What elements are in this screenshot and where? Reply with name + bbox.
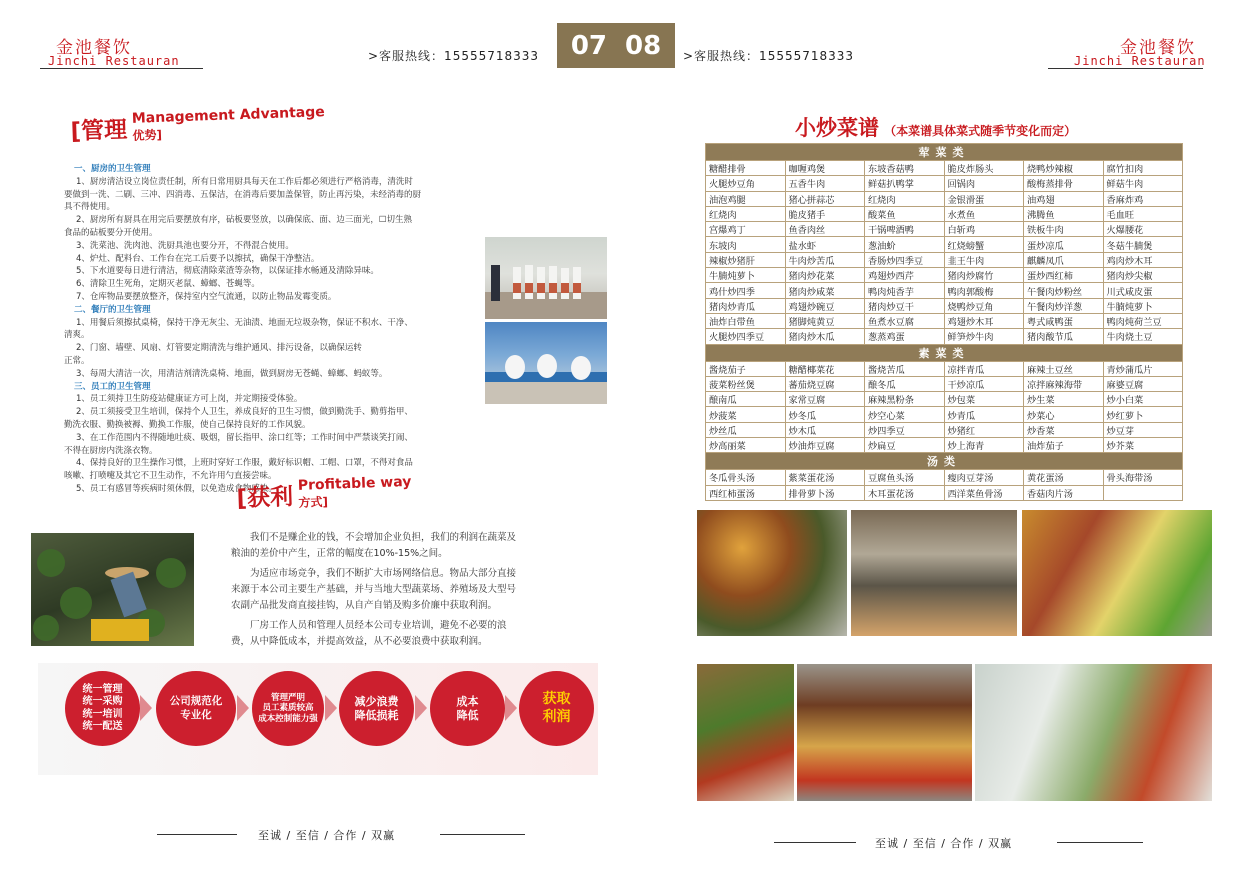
menu-dish: 炒豆芽 xyxy=(1103,422,1183,437)
management-title-cn: [管理 xyxy=(70,117,128,145)
menu-dish: 蛋炒西红柿 xyxy=(1024,268,1104,283)
management-text-line: 咳嗽、打喷嚏及其它不卫生动作，不允许用勺直接尝味。 xyxy=(64,471,277,482)
menu-category-row xyxy=(706,144,1183,161)
menu-dish: 粤式咸鸭蛋 xyxy=(1024,313,1104,328)
menu-dish: 鲜笋炒牛肉 xyxy=(944,329,1024,344)
management-text-line: 正常。 xyxy=(64,355,90,366)
menu-dish: 午餐肉炒洋葱 xyxy=(1024,298,1104,313)
menu-dish: 午餐肉炒粉丝 xyxy=(1024,283,1104,298)
menu-dish: 鸭肉炖香芋 xyxy=(865,283,945,298)
menu-dish: 酸菜鱼 xyxy=(865,206,945,221)
menu-dish: 火爆腰花 xyxy=(1103,222,1183,237)
menu-dish: 猪心拼蒜芯 xyxy=(785,191,865,206)
menu-dish: 骨头海带汤 xyxy=(1103,470,1183,485)
menu-dish: 麻辣黑粉条 xyxy=(865,392,945,407)
menu-dish: 牛腩炖萝卜 xyxy=(706,268,786,283)
profit-paragraph-1: 我们不是赚企业的钱，不会增加企业负担，我们的利润在蔬菜及粮油的差价中产生，正常的幅度在10%-15%之间。 xyxy=(231,532,517,559)
management-text-line: 6、清除卫生死角，定期灭老鼠、蟑螂、苍蝇等。 xyxy=(76,279,260,290)
menu-dish: 葱蒸鸡蛋 xyxy=(865,329,945,344)
menu-dish: 糖醋排骨 xyxy=(706,161,786,176)
header-divider-right xyxy=(1048,68,1203,69)
footer-line-right-b xyxy=(1057,842,1143,843)
menu-row xyxy=(706,191,1183,206)
menu-dish: 炒小白菜 xyxy=(1103,392,1183,407)
footer-line-left-a xyxy=(157,834,237,835)
page-number-left: 07 xyxy=(570,30,607,61)
buffet-photo-2 xyxy=(851,510,1017,636)
menu-dish: 紫菜蛋花汤 xyxy=(785,470,865,485)
menu-dish: 炒青瓜 xyxy=(944,407,1024,422)
management-text-line: 1、员工须持卫生防疫站健康证方可上岗，并定期接受体验。 xyxy=(76,394,303,405)
management-text-line: 1、用餐后须擦拭桌椅，保持干净无灰尘、无油渍、地面无垃圾杂物，保证不积水、干净、 xyxy=(76,317,413,328)
menu-row xyxy=(706,161,1183,176)
menu-row xyxy=(706,329,1183,344)
menu-dish: 香肠炒四季豆 xyxy=(865,252,945,267)
menu-dish: 凉拌青瓜 xyxy=(944,361,1024,376)
menu-dish: 辣椒炒猪肝 xyxy=(706,252,786,267)
farm-worker-illustration xyxy=(31,533,194,646)
menu-dish: 猪肉炒腐竹 xyxy=(944,268,1024,283)
menu-row xyxy=(706,237,1183,252)
menu-dish: 糖醋椰菜花 xyxy=(785,361,865,376)
motto-left: 至诚 / 至信 / 合作 / 双赢 xyxy=(258,829,396,842)
menu-dish: 鸡肉炒木耳 xyxy=(1103,252,1183,267)
staff-training-illustration xyxy=(485,322,607,404)
menu-dish: 咖喱鸡煲 xyxy=(785,161,865,176)
menu-dish: 酸梅蒸排骨 xyxy=(1024,176,1104,191)
brand-name-en-left: Jinchi Restauran xyxy=(48,54,180,68)
menu-row xyxy=(706,222,1183,237)
menu-dish: 鸭肉郭酸梅 xyxy=(944,283,1024,298)
menu-dish xyxy=(1103,485,1183,500)
process-step-3: 管理严明 员工素质较高 成本控制能力强 xyxy=(252,671,324,746)
management-text-line: 勤洗衣服、勤换被褥、勤换工作服，使自己保持良好的工作风貌。 xyxy=(64,419,311,430)
brand-name-right: 金池餐饮 xyxy=(1120,38,1196,58)
menu-dish: 火腿炒豆角 xyxy=(706,176,786,191)
menu-dish: 酿南瓜 xyxy=(706,392,786,407)
menu-dish: 牛腩炖萝卜 xyxy=(1103,298,1183,313)
menu-dish: 西红柿蛋汤 xyxy=(706,485,786,500)
farm-worker-photo xyxy=(31,533,194,646)
menu-dish: 水煮鱼 xyxy=(944,206,1024,221)
hotline-left: >客服热线：15555718333 xyxy=(368,49,540,63)
management-subheading: 二、餐厅的卫生管理 xyxy=(74,304,151,315)
menu-dish: 红烧肉 xyxy=(865,191,945,206)
menu-row xyxy=(706,392,1183,407)
menu-dish: 蕃茄烧豆腐 xyxy=(785,376,865,391)
menu-dish: 炒木瓜 xyxy=(785,422,865,437)
menu-dish: 回锅肉 xyxy=(944,176,1024,191)
menu-dish: 木耳蛋花汤 xyxy=(865,485,945,500)
staff-training-photo xyxy=(485,322,607,404)
menu-dish: 红烧螃蟹 xyxy=(944,237,1024,252)
menu-dish: 麻婆豆腐 xyxy=(1103,376,1183,391)
process-arrow-2 xyxy=(237,695,249,721)
brand-name-en-right: Jinchi Restauran xyxy=(1074,54,1206,68)
menu-category-label: 汤类 xyxy=(706,453,1183,470)
process-arrow-4 xyxy=(415,695,427,721)
menu-dish: 烧鸭炒辣椒 xyxy=(1024,161,1104,176)
menu-dish: 炒香菜 xyxy=(1024,422,1104,437)
menu-dish: 豆腐鱼头汤 xyxy=(865,470,945,485)
menu-dish: 牛肉烧土豆 xyxy=(1103,329,1183,344)
menu-table-container xyxy=(705,143,1183,501)
profit-title-sub: 方式] xyxy=(298,494,329,510)
page-number-box xyxy=(557,23,675,68)
process-arrow-1 xyxy=(140,695,152,721)
menu-dish: 炒四季豆 xyxy=(865,422,945,437)
profit-body xyxy=(231,530,521,650)
menu-dish: 炒芥菜 xyxy=(1103,438,1183,453)
menu-dish: 炒丝瓜 xyxy=(706,422,786,437)
menu-dish: 猪肉炒青瓜 xyxy=(706,298,786,313)
menu-dish: 黄花蛋汤 xyxy=(1024,470,1104,485)
menu-dish: 鸭肉炖荷兰豆 xyxy=(1103,313,1183,328)
buffet-photo-6 xyxy=(975,664,1212,801)
brand-name-left: 金池餐饮 xyxy=(56,38,132,58)
profit-paragraph-2: 为适应市场竞争，我们不断扩大市场网络信息。物品大部分直接来源于本公司主要生产基础，并与当地大型蔬菜场、养殖场及大型号农副产品批发商直接挂钩，从自产自销及购多价廉中获取利润。 xyxy=(231,568,517,611)
menu-dish: 瘦肉豆芽汤 xyxy=(944,470,1024,485)
menu-dish: 酱烧茄子 xyxy=(706,361,786,376)
menu-row xyxy=(706,298,1183,313)
buffet-photo-4 xyxy=(697,664,794,801)
menu-dish: 猪肉炒豆干 xyxy=(865,298,945,313)
process-step-2: 公司规范化 专业化 xyxy=(156,671,236,746)
menu-dish: 炒空心菜 xyxy=(865,407,945,422)
footer-line-right-a xyxy=(774,842,856,843)
menu-dish: 香菇肉片汤 xyxy=(1024,485,1104,500)
menu-dish: 鸡什炒四季 xyxy=(706,283,786,298)
menu-dish: 麻辣土豆丝 xyxy=(1024,361,1104,376)
menu-dish: 干锅啤酒鸭 xyxy=(865,222,945,237)
menu-dish: 韭王牛肉 xyxy=(944,252,1024,267)
menu-dish: 酿冬瓜 xyxy=(865,376,945,391)
menu-dish: 鸡翅炒西芹 xyxy=(865,268,945,283)
menu-dish: 葱油蚧 xyxy=(865,237,945,252)
menu-dish: 沸腾鱼 xyxy=(1024,206,1104,221)
menu-dish: 排骨萝卜汤 xyxy=(785,485,865,500)
staff-lineup-photo xyxy=(485,237,607,319)
profit-title-en: Profitable way xyxy=(297,473,412,494)
menu-dish: 猪肉炒尖椒 xyxy=(1103,268,1183,283)
menu-dish: 腐竹扣肉 xyxy=(1103,161,1183,176)
menu-dish: 脆皮猪手 xyxy=(785,206,865,221)
hotline-right: >客服热线：15555718333 xyxy=(683,49,855,63)
menu-row xyxy=(706,407,1183,422)
menu-dish: 炒猪红 xyxy=(944,422,1024,437)
menu-dish: 炒扁豆 xyxy=(865,438,945,453)
profit-paragraph-3: 厂房工作人员和管理人员经本公司专业培训，避免不必要的浪费，从中降低成本，并提高效益，从不必要浪费中获取利润。 xyxy=(231,620,507,647)
menu-dish: 牛肉炒苦瓜 xyxy=(785,252,865,267)
menu-row xyxy=(706,361,1183,376)
menu-dish: 川式咸皮蛋 xyxy=(1103,283,1183,298)
menu-row xyxy=(706,252,1183,267)
footer-line-left-b xyxy=(440,834,525,835)
menu-dish: 烧鸭炒豆角 xyxy=(944,298,1024,313)
menu-dish: 酱烧苦瓜 xyxy=(865,361,945,376)
header-divider-left xyxy=(40,68,203,69)
process-arrow-5 xyxy=(505,695,517,721)
management-text-line: 5、员工有感冒等疾病时须休假，以免造成食物感染。 xyxy=(76,483,277,494)
process-step-5: 成本 降低 xyxy=(430,671,505,746)
menu-dish: 油炸茄子 xyxy=(1024,438,1104,453)
profit-heading xyxy=(236,474,412,513)
management-text-line: 2、门窗、墙壁、风扇、灯管要定期清洗与维护通风、排污设备，以确保运转 xyxy=(76,343,362,354)
menu-dish: 东坡肉 xyxy=(706,237,786,252)
management-text-line: 食品的砧板要分开使用。 xyxy=(64,227,158,238)
menu-note: （本菜谱具体菜式随季节变化而定） xyxy=(884,124,1077,138)
management-text-line: 1、厨房清洁设立岗位责任制，所有日常用厨具每天在工作后都必须进行严格消毒，清洗时 xyxy=(76,176,413,187)
menu-category-label: 荤菜类 xyxy=(706,144,1183,161)
menu-dish: 炒油炸豆腐 xyxy=(785,438,865,453)
menu-dish: 油鸡翅 xyxy=(1024,191,1104,206)
menu-row xyxy=(706,470,1183,485)
management-text-line: 3、在工作范围内不得随地吐痰、吸烟，留长指甲、涂口红等；工作时间中严禁谈笑打闹、 xyxy=(76,432,413,443)
menu-dish: 鸡翅炒木耳 xyxy=(944,313,1024,328)
menu-dish: 香麻炸鸡 xyxy=(1103,191,1183,206)
menu-dish: 猪肉炒咸菜 xyxy=(785,283,865,298)
menu-dish: 冬菇牛腩煲 xyxy=(1103,237,1183,252)
menu-row xyxy=(706,313,1183,328)
menu-title: 小炒菜谱 xyxy=(795,116,879,140)
management-text-line: 2、员工须接受卫生培训，保持个人卫生，养成良好的卫生习惯，做到勤洗手、勤剪指甲、 xyxy=(76,407,413,418)
menu-row xyxy=(706,283,1183,298)
menu-heading xyxy=(795,112,1076,142)
menu-dish: 凉拌麻辣海带 xyxy=(1024,376,1104,391)
menu-dish: 家常豆腐 xyxy=(785,392,865,407)
menu-dish: 蛋炒凉瓜 xyxy=(1024,237,1104,252)
management-text-line: 清爽。 xyxy=(64,330,90,341)
process-step-1: 统一管理 统一采购 统一培训 统一配送 xyxy=(65,671,140,746)
menu-category-label: 素菜类 xyxy=(706,344,1183,361)
menu-category-row xyxy=(706,344,1183,361)
menu-dish: 青炒蒲瓜片 xyxy=(1103,361,1183,376)
menu-dish: 猪肉炒花菜 xyxy=(785,268,865,283)
management-title-en: Management Advantage xyxy=(131,104,325,127)
menu-dish: 火腿炒四季豆 xyxy=(706,329,786,344)
menu-dish: 红烧肉 xyxy=(706,206,786,221)
menu-dish: 鲜菇牛肉 xyxy=(1103,176,1183,191)
menu-table xyxy=(705,143,1183,501)
management-text-line: 具不得使用。 xyxy=(64,202,116,213)
management-title-sub: 优势] xyxy=(132,127,163,143)
menu-dish: 五香牛肉 xyxy=(785,176,865,191)
menu-dish: 猪肉炒木瓜 xyxy=(785,329,865,344)
management-subheading: 一、厨房的卫生管理 xyxy=(74,164,151,174)
management-text-line: 要做到一洗、二刷、三冲、四消毒、五保洁，在消毒后要加盖保管，防止再污染，未经消毒的厨 xyxy=(64,189,422,200)
menu-row xyxy=(706,485,1183,500)
menu-dish: 宫爆鸡丁 xyxy=(706,222,786,237)
menu-row xyxy=(706,376,1183,391)
menu-row xyxy=(706,438,1183,453)
menu-row xyxy=(706,176,1183,191)
management-text-line: 7、仓库物品要摆放整齐，保持室内空气流通，以防止物品发霉变质。 xyxy=(76,291,337,302)
menu-dish: 冬瓜骨头汤 xyxy=(706,470,786,485)
menu-dish: 毛血旺 xyxy=(1103,206,1183,221)
buffet-photo-1 xyxy=(697,510,847,636)
menu-dish: 铁板牛肉 xyxy=(1024,222,1104,237)
menu-dish: 西洋菜鱼骨汤 xyxy=(944,485,1024,500)
process-arrow-3 xyxy=(325,695,337,721)
process-step-4: 减少浪费 降低损耗 xyxy=(339,671,414,746)
menu-dish: 鱼香肉丝 xyxy=(785,222,865,237)
menu-category-row xyxy=(706,453,1183,470)
menu-dish: 鲜菇扒鸭掌 xyxy=(865,176,945,191)
profit-title-cn: [获利 xyxy=(236,484,294,512)
menu-dish: 炒菜心 xyxy=(1024,407,1104,422)
menu-row xyxy=(706,422,1183,437)
buffet-photo-3 xyxy=(1022,510,1212,636)
menu-dish: 金银滑蛋 xyxy=(944,191,1024,206)
management-text-line: 4、保持良好的卫生操作习惯，上班时穿好工作服，戴好标识帽、工帽、口罩，不得对食品 xyxy=(76,458,413,469)
staff-lineup-illustration xyxy=(485,237,607,319)
page-number-right: 08 xyxy=(625,30,662,61)
menu-dish: 炒冬瓜 xyxy=(785,407,865,422)
management-text-line: 4、炉灶、配料台、工作台在完工后要予以擦拭，确保干净整洁。 xyxy=(76,253,320,264)
management-heading xyxy=(70,104,326,146)
menu-dish: 干炒凉瓜 xyxy=(944,376,1024,391)
menu-dish: 菠菜粉丝煲 xyxy=(706,376,786,391)
menu-dish: 脆皮炸肠头 xyxy=(944,161,1024,176)
menu-dish: 炒红萝卜 xyxy=(1103,407,1183,422)
menu-dish: 猪肉酸节瓜 xyxy=(1024,329,1104,344)
motto-right: 至诚 / 至信 / 合作 / 双赢 xyxy=(875,837,1013,850)
menu-row xyxy=(706,268,1183,283)
menu-dish: 鱼煮水豆腐 xyxy=(865,313,945,328)
management-text-line: 5、下水道要每日进行清洁，彻底清除菜渣等杂物，以保证排水畅通及清除异味。 xyxy=(76,266,379,277)
menu-dish: 油炸白带鱼 xyxy=(706,313,786,328)
menu-dish: 盐水虾 xyxy=(785,237,865,252)
menu-dish: 鸡翅炒碗豆 xyxy=(785,298,865,313)
menu-dish: 麒麟凤爪 xyxy=(1024,252,1104,267)
menu-dish: 炒高丽菜 xyxy=(706,438,786,453)
menu-dish: 炒上海青 xyxy=(944,438,1024,453)
menu-dish: 东坡香菇鸭 xyxy=(865,161,945,176)
management-text-line: 3、洗菜池、洗肉池、洗厨具池也要分开，不得混合使用。 xyxy=(76,240,294,251)
menu-dish: 猪脚炖黄豆 xyxy=(785,313,865,328)
buffet-photo-5 xyxy=(797,664,972,801)
menu-dish: 炒菠菜 xyxy=(706,407,786,422)
menu-dish: 白斩鸡 xyxy=(944,222,1024,237)
management-text-line: 3、每周大清洁一次，用清洁剂清洗桌椅、地面，做到厨房无苍蝇、蟑螂、蚂蚁等。 xyxy=(76,368,388,379)
management-body xyxy=(64,163,464,496)
menu-dish: 油泡鸡腿 xyxy=(706,191,786,206)
management-text-line: 不得在厨房内洗涤衣物。 xyxy=(64,445,158,456)
menu-row xyxy=(706,206,1183,221)
management-text-line: 2、厨房所有厨具在用完后要摆放有序，砧板要竖放，以确保底、面、边三面光，☐切生熟 xyxy=(76,215,413,226)
process-step-6: 获取 利润 xyxy=(519,671,594,746)
menu-dish: 炒生菜 xyxy=(1024,392,1104,407)
menu-dish: 炒包菜 xyxy=(944,392,1024,407)
management-subheading: 三、员工的卫生管理 xyxy=(74,381,151,392)
